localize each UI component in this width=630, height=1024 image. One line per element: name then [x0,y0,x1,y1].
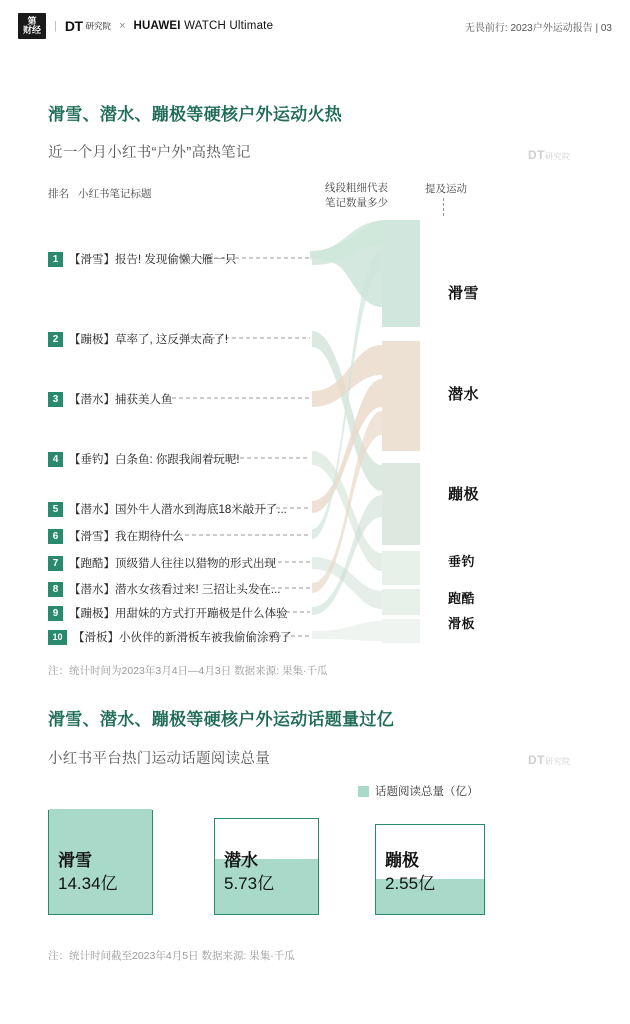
list-item[interactable] [48,451,240,467]
section1-title: 滑雪、潜水、蹦极等硬核户外运动火热 [48,105,343,124]
rank-badge: 7 [48,556,63,571]
page-header [0,0,630,52]
sankey-node-chuidiao [382,551,420,585]
rank-badge: 5 [48,502,63,517]
list-item[interactable] [48,629,292,645]
section2-watermark-main: DT [528,753,545,767]
legend-swatch [358,786,369,797]
column-header-thickness-note [325,181,388,211]
sankey-node-qianshui [382,341,420,451]
yicai-logo-line1: 第 [27,15,37,26]
rank-badge: 4 [48,452,63,467]
bar-label-qianshui: 潜水 [224,851,258,870]
list-item[interactable] [48,391,173,407]
yicai-logo-line2: 财经 [23,25,42,35]
section2-subtitle: 小红书平台热门运动话题阅读总量 [48,751,270,767]
brand-group [18,13,273,40]
rank-badge: 6 [48,529,63,544]
sankey-node-bengji [382,463,420,545]
section1-watermark-main: DT [528,148,545,162]
section1-watermark-sub: 研究院 [545,152,571,161]
huawei-product: WATCH Ultimate [184,20,274,32]
column-header-sport: 提及运动 [425,183,467,195]
sankey-node-huaban [382,619,420,643]
bar-value-bengji: 2.55亿 [385,874,436,893]
brand-separator: | [54,20,57,32]
header-report-label: 无畏前行: 2023户外运动报告 | 03 [464,22,612,34]
list-item[interactable] [48,331,228,347]
rank-badge: 1 [48,252,63,267]
column-header-title: 小红书笔记标题 [78,188,152,200]
thickness-note-line2: 笔记数量多少 [325,197,388,210]
note-title: 【滑板】小伙伴的新滑板车被我偷偷涂鸦了 [73,632,292,644]
note-title: 【潜水】国外牛人潜水到海底18米敲开了... [69,504,287,516]
cross-icon: × [119,20,126,32]
sankey-ribbon-rank10 [312,621,382,641]
note-title: 【滑雪】我在期待什么 [69,531,184,543]
sankey-links [310,220,420,643]
rank-badge: 2 [48,332,63,347]
category-label-huaban: 滑板 [448,616,476,631]
list-item[interactable] [48,605,288,621]
chart-legend [358,783,479,799]
dt-logo-main: DT [64,18,83,34]
note-title: 【跑酷】顶级猎人往往以猎物的形式出现 [69,558,276,570]
dt-logo-sub: 研究院 [85,21,112,31]
category-label-qianshui: 潜水 [448,386,480,403]
thickness-note-line1: 线段粗细代表 [325,182,388,194]
note-title: 【垂钓】白条鱼: 你跟我闹着玩呢! [69,454,240,466]
sankey-node-paoku [382,589,420,615]
category-label-huaxue: 滑雪 [448,285,480,302]
section1-watermark [528,148,571,162]
bar-value-qianshui: 5.73亿 [224,874,275,893]
legend-label: 话题阅读总量（亿） [375,786,479,798]
category-label-chuidiao: 垂钓 [448,554,476,569]
category-label-paoku: 跑酷 [448,591,476,606]
note-title: 【蹦极】草率了, 这反弹太高了! [69,334,229,346]
dashed-divider [443,198,444,216]
note-title: 【滑雪】报告! 发现偷懒大雁一只 [69,254,237,266]
section2-note: 注：统计时间截至2023年4月5日 数据来源: 果集·千瓜 [48,950,295,962]
note-title: 【潜水】潜水女孩看过来! 三招让头发在... [69,584,281,596]
bar-label-huaxue: 滑雪 [58,851,92,870]
dt-research-logo [65,18,111,34]
sankey-node-huaxue [382,220,420,327]
yicai-logo [18,13,46,40]
note-title: 【蹦极】用甜妹的方式打开蹦极是什么体验 [69,608,288,620]
sankey-leader-lines [150,258,310,636]
bar-chart [0,810,630,920]
section1-subtitle: 近一个月小红书“户外”高热笔记 [48,145,251,161]
list-item[interactable] [48,251,236,267]
category-label-bengji: 蹦极 [448,486,480,503]
huawei-partner-label [134,20,274,32]
column-header-rank: 排名 [48,188,69,200]
bar-value-huaxue: 14.34亿 [58,874,118,893]
rank-badge: 10 [48,630,67,645]
section2-watermark [528,753,571,767]
section1-note: 注：统计时间为2023年3月4日—4月3日 数据来源: 果集·千瓜 [48,665,328,677]
list-item[interactable] [48,501,287,517]
section2-title: 滑雪、潜水、蹦极等硬核户外运动话题量过亿 [48,710,394,729]
rank-badge: 8 [48,582,63,597]
list-item[interactable] [48,528,184,544]
section2-watermark-sub: 研究院 [545,757,571,766]
list-item[interactable] [48,581,280,597]
note-title: 【潜水】捕获美人鱼 [69,394,173,406]
rank-badge: 3 [48,392,63,407]
bar-label-bengji: 蹦极 [385,851,419,870]
list-item[interactable] [48,555,276,571]
huawei-brand: HUAWEI [133,20,181,32]
rank-badge: 9 [48,606,63,621]
